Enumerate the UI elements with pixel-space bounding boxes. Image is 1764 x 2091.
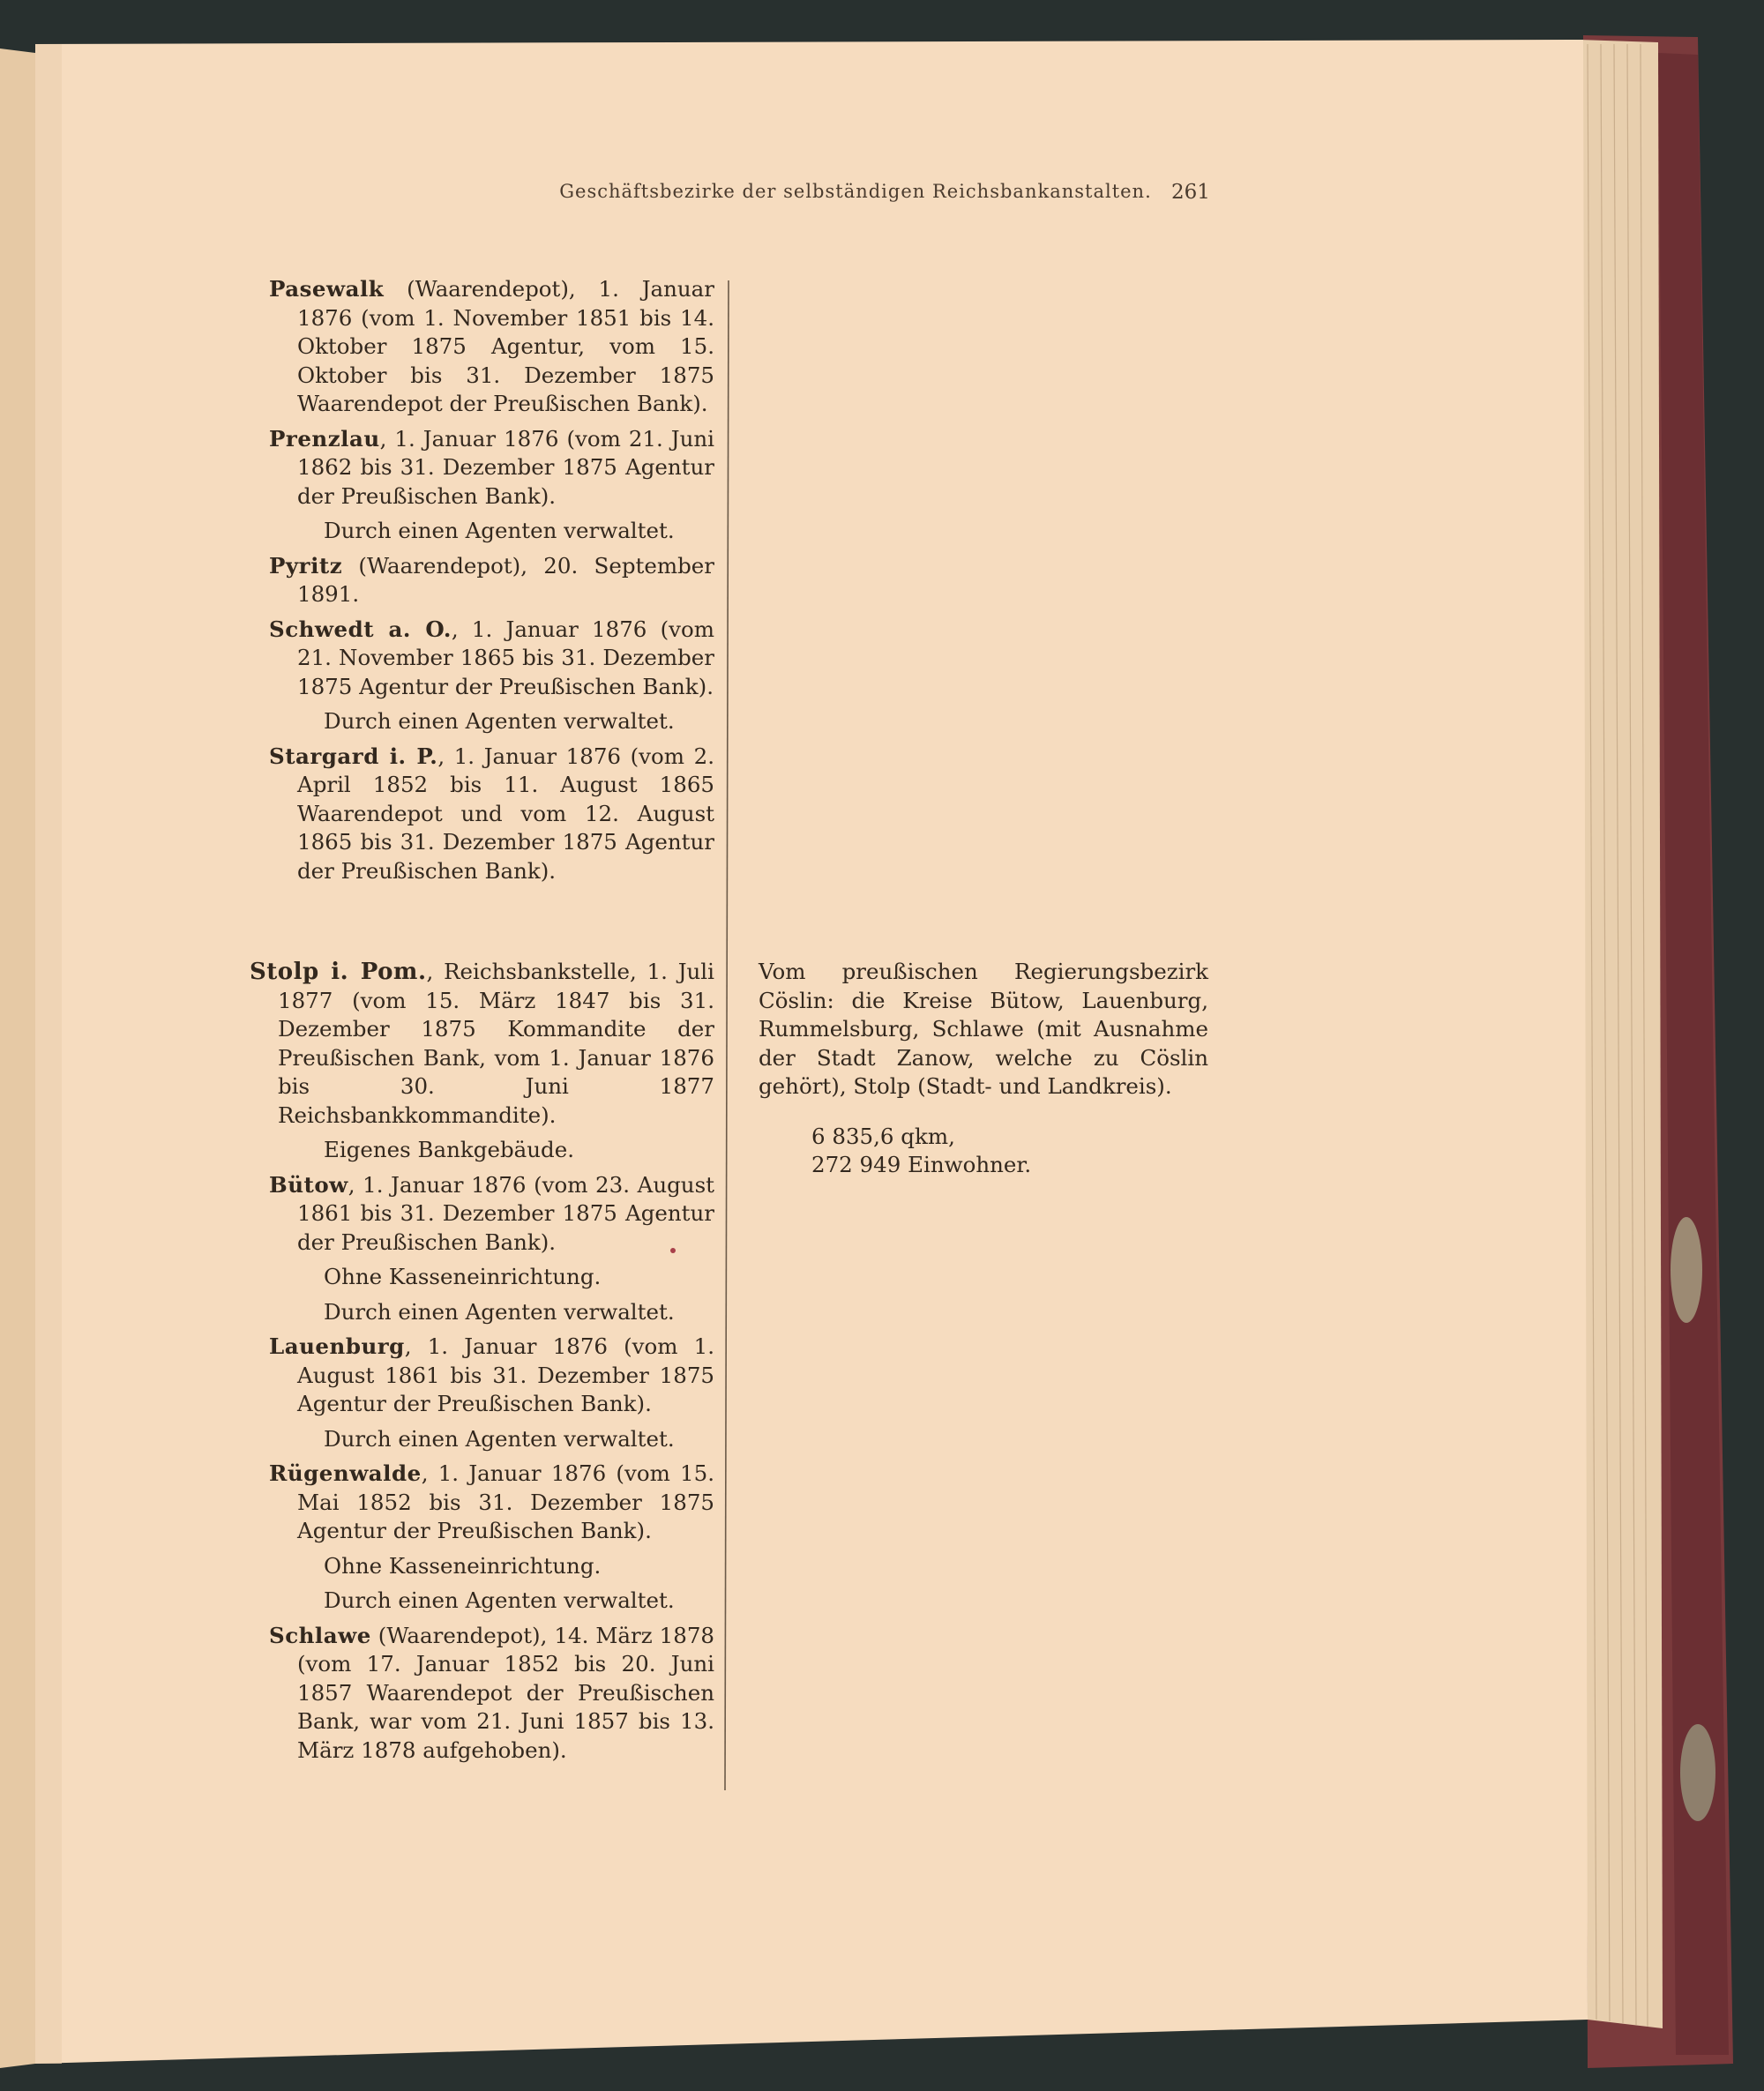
entry-note: Eigenes Bankgebäude. (324, 1137, 574, 1162)
running-title: Geschäftsbezirke der selbständigen Reichsbankanstalten. (559, 181, 1152, 202)
left-page-edge (0, 49, 35, 2068)
entry-stolp (250, 958, 714, 1130)
entry-text: (Waarendepot), 14. März 1878 (vom 17. Januar 1852 bis 20. Juni 1857 Waarendepot der Preußischen Bank, war vom 21. Juni 1857 bis 13. März 1878 aufgehoben). (297, 1622, 714, 1763)
page-stack-edges (1579, 40, 1663, 2028)
entry-butow (269, 1171, 714, 1258)
entry-text: , 1. Januar 1876 (vom 2. April 1852 bis 11. August 1865 Waarendepot und vom 12. August 1865 bis 31. Dezember 1875 Agentur der Preußischen Bank). (297, 743, 715, 884)
entry-text: , 1. Januar 1876 (vom 1. August 1861 bis 31. Dezember 1875 Agentur der Preußischen Bank). (297, 1333, 714, 1416)
entry-name: Bütow (269, 1171, 348, 1198)
lower-entries (250, 958, 714, 1771)
entry-name: Rügenwalde (269, 1460, 422, 1486)
entry-stargard (269, 743, 714, 886)
entry-lauenburg (269, 1333, 714, 1419)
entry-note: Durch einen Agenten verwaltet. (324, 518, 675, 543)
entry-note: Durch einen Agenten verwaltet. (324, 1425, 675, 1452)
entry-schwedt (269, 616, 714, 702)
entry-name: Lauenburg (269, 1333, 405, 1359)
entry-name: Stargard i. P. (269, 743, 438, 769)
gutter-shadow (35, 44, 62, 2064)
entry-note: Durch einen Agenten verwaltet. (324, 708, 675, 734)
page-number: 261 (1171, 181, 1210, 204)
entry-note: Ohne Kasseneinrichtung. (324, 1264, 602, 1289)
entry-schlawe (269, 1622, 714, 1766)
cover-wear-mark (1671, 1217, 1702, 1323)
entry-note: Durch einen Agenten verwaltet. (324, 1587, 675, 1613)
district-area: 6 835,6 qkm, (811, 1123, 955, 1149)
district-column (759, 958, 1208, 1180)
district-population: 272 949 Einwohner. (811, 1152, 1032, 1177)
entry-text: , 1. Januar 1876 (vom 21. November 1865 bis 31. Dezember 1875 Agentur der Preußischen Bank). (297, 616, 715, 699)
entry-text: , 1. Januar 1876 (vom 23. August 1861 bis 31. Dezember 1875 Agentur der Preußischen Bank). (297, 1171, 714, 1255)
entry-note: Ohne Kasseneinrichtung. (324, 1552, 602, 1579)
entry-name: Pasewalk (269, 276, 385, 302)
entry-name: Pyritz (269, 552, 343, 579)
entry-name: Schlawe (269, 1622, 371, 1648)
entry-rugenwalde (269, 1460, 714, 1546)
entry-text: , Reichsbankstelle, 1. Juli 1877 (vom 15. März 1847 bis 31. Dezember 1875 Kommandite der Preußischen Bank, vom 1. Januar 1876 bis 30. Juni 1877 Reichsbankkommandite). (278, 959, 714, 1128)
entry-note: Durch einen Agenten verwaltet. (324, 1298, 675, 1325)
entry-text: , 1. Januar 1876 (vom 15. Mai 1852 bis 31. Dezember 1875 Agentur der Preußischen Bank). (297, 1460, 714, 1543)
entry-text: , 1. Januar 1876 (vom 21. Juni 1862 bis 31. Dezember 1875 Agentur der Preußischen Bank). (297, 425, 714, 509)
entry-name: Prenzlau (269, 425, 380, 452)
upper-entries (269, 275, 714, 892)
entry-prenzlau (269, 425, 714, 512)
entry-name: Schwedt a. O. (269, 616, 452, 642)
entry-text: (Waarendepot), 1. Januar 1876 (vom 1. November 1851 bis 14. Oktober 1875 Agentur, vom 15. Oktober bis 31. Dezember 1875 Waarendepot der Preußischen Bank). (297, 276, 714, 416)
entry-pyritz (269, 552, 714, 609)
entry-pasewalk (269, 275, 714, 419)
district-description: Vom preußischen Regierungsbezirk Cöslin: die Kreise Bütow, Lauenburg, Rummelsburg, Schlawe (mit Ausnahme der Stadt Zanow, welche zu Cöslin gehört), Stolp (Stadt- und Landkreis). (759, 959, 1208, 1099)
cover-wear-mark (1680, 1724, 1715, 1821)
entry-text: (Waarendepot), 20. September 1891. (297, 552, 714, 607)
entry-name: Stolp i. Pom. (250, 959, 427, 985)
